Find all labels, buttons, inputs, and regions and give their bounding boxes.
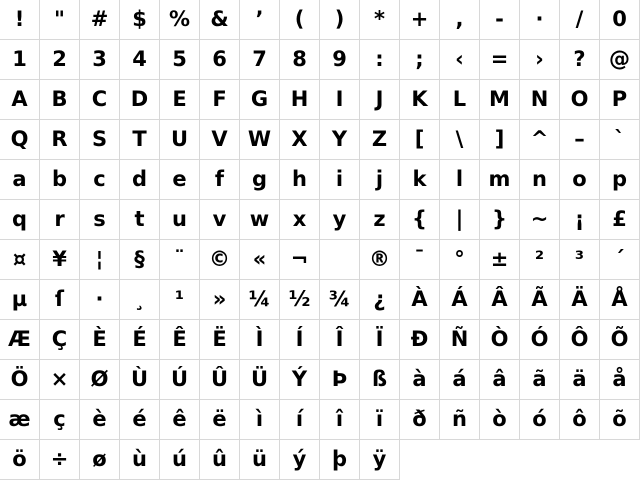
glyph-cell[interactable] bbox=[600, 440, 640, 480]
glyph-cell[interactable]: ‹ bbox=[440, 40, 480, 80]
glyph-cell[interactable]: z bbox=[360, 200, 400, 240]
glyph-cell[interactable]: 7 bbox=[240, 40, 280, 80]
glyph-cell[interactable]: u bbox=[160, 200, 200, 240]
glyph-cell[interactable]: Ù bbox=[120, 360, 160, 400]
glyph-cell[interactable]: Ñ bbox=[440, 320, 480, 360]
glyph-cell[interactable]: ô bbox=[560, 400, 600, 440]
glyph-cell[interactable]: ¦ bbox=[80, 240, 120, 280]
glyph-cell[interactable]: ð bbox=[400, 400, 440, 440]
glyph-cell[interactable]: ü bbox=[240, 440, 280, 480]
glyph-cell[interactable]: H bbox=[280, 80, 320, 120]
glyph-cell[interactable]: ë bbox=[200, 400, 240, 440]
glyph-cell[interactable]: t bbox=[120, 200, 160, 240]
glyph-cell[interactable]: Q bbox=[0, 120, 40, 160]
glyph-cell[interactable]: ’ bbox=[240, 0, 280, 40]
glyph-cell[interactable]: 2 bbox=[40, 40, 80, 80]
glyph-cell[interactable]: Ò bbox=[480, 320, 520, 360]
glyph-cell[interactable]: Ó bbox=[520, 320, 560, 360]
glyph-cell[interactable]: þ bbox=[320, 440, 360, 480]
glyph-cell[interactable]: í bbox=[280, 400, 320, 440]
glyph-cell[interactable]: Ö bbox=[0, 360, 40, 400]
glyph-cell[interactable]: ſ bbox=[40, 280, 80, 320]
glyph-cell[interactable]: , bbox=[440, 0, 480, 40]
glyph-cell[interactable]: P bbox=[600, 80, 640, 120]
glyph-cell[interactable]: I bbox=[320, 80, 360, 120]
glyph-cell[interactable]: ¯ bbox=[400, 240, 440, 280]
glyph-cell[interactable]: Ø bbox=[80, 360, 120, 400]
glyph-cell[interactable]: ä bbox=[560, 360, 600, 400]
glyph-cell[interactable]: × bbox=[40, 360, 80, 400]
glyph-cell[interactable]: ò bbox=[480, 400, 520, 440]
glyph-cell[interactable]: o bbox=[560, 160, 600, 200]
glyph-cell[interactable]: X bbox=[280, 120, 320, 160]
glyph-cell[interactable]: B bbox=[40, 80, 80, 120]
glyph-cell[interactable]: Û bbox=[200, 360, 240, 400]
glyph-cell[interactable]: 9 bbox=[320, 40, 360, 80]
glyph-cell[interactable]: Ä bbox=[560, 280, 600, 320]
glyph-cell[interactable]: ± bbox=[480, 240, 520, 280]
glyph-cell[interactable]: À bbox=[400, 280, 440, 320]
glyph-cell[interactable]: ¥ bbox=[40, 240, 80, 280]
glyph-cell[interactable]: æ bbox=[0, 400, 40, 440]
glyph-cell[interactable]: g bbox=[240, 160, 280, 200]
glyph-cell[interactable]: ¸ bbox=[120, 280, 160, 320]
glyph-cell[interactable]: ´ bbox=[600, 240, 640, 280]
glyph-cell[interactable]: £ bbox=[600, 200, 640, 240]
glyph-cell[interactable]: y bbox=[320, 200, 360, 240]
glyph-cell[interactable]: h bbox=[280, 160, 320, 200]
glyph-cell[interactable]: ¤ bbox=[0, 240, 40, 280]
glyph-cell[interactable]: ã bbox=[520, 360, 560, 400]
glyph-cell[interactable]: x bbox=[280, 200, 320, 240]
glyph-cell[interactable]: ù bbox=[120, 440, 160, 480]
glyph-cell[interactable]: | bbox=[440, 200, 480, 240]
glyph-cell[interactable]: Z bbox=[360, 120, 400, 160]
glyph-cell[interactable]: á bbox=[440, 360, 480, 400]
glyph-cell[interactable]: ½ bbox=[280, 280, 320, 320]
glyph-cell[interactable]: { bbox=[400, 200, 440, 240]
glyph-cell[interactable]: d bbox=[120, 160, 160, 200]
glyph-cell[interactable]: ö bbox=[0, 440, 40, 480]
glyph-cell[interactable]: # bbox=[80, 0, 120, 40]
glyph-cell[interactable]: É bbox=[120, 320, 160, 360]
glyph-cell[interactable]: ÿ bbox=[360, 440, 400, 480]
glyph-cell[interactable]: R bbox=[40, 120, 80, 160]
glyph-cell[interactable]: F bbox=[200, 80, 240, 120]
glyph-cell[interactable]: j bbox=[360, 160, 400, 200]
glyph-cell[interactable]: N bbox=[520, 80, 560, 120]
glyph-cell[interactable]: ° bbox=[440, 240, 480, 280]
glyph-cell[interactable]: w bbox=[240, 200, 280, 240]
glyph-cell[interactable]: m bbox=[480, 160, 520, 200]
glyph-cell[interactable]: ^ bbox=[520, 120, 560, 160]
glyph-cell[interactable]: µ bbox=[0, 280, 40, 320]
glyph-cell[interactable]: è bbox=[80, 400, 120, 440]
glyph-cell[interactable]: å bbox=[600, 360, 640, 400]
glyph-cell[interactable]: ¿ bbox=[360, 280, 400, 320]
glyph-cell[interactable]: ³ bbox=[560, 240, 600, 280]
glyph-cell[interactable]: Þ bbox=[320, 360, 360, 400]
glyph-cell[interactable]: Î bbox=[320, 320, 360, 360]
glyph-cell[interactable]: ] bbox=[480, 120, 520, 160]
glyph-cell[interactable]: ¼ bbox=[240, 280, 280, 320]
glyph-cell[interactable]: - bbox=[480, 0, 520, 40]
glyph-cell[interactable]: ÷ bbox=[40, 440, 80, 480]
glyph-cell[interactable]: K bbox=[400, 80, 440, 120]
glyph-cell[interactable]: + bbox=[400, 0, 440, 40]
glyph-cell[interactable]: J bbox=[360, 80, 400, 120]
glyph-cell[interactable]: ñ bbox=[440, 400, 480, 440]
glyph-cell[interactable]: c bbox=[80, 160, 120, 200]
glyph-cell[interactable]: C bbox=[80, 80, 120, 120]
glyph-cell[interactable]: q bbox=[0, 200, 40, 240]
glyph-cell[interactable]: k bbox=[400, 160, 440, 200]
glyph-cell[interactable]: " bbox=[40, 0, 80, 40]
glyph-cell[interactable] bbox=[560, 440, 600, 480]
glyph-cell[interactable]: · bbox=[520, 0, 560, 40]
glyph-cell[interactable]: p bbox=[600, 160, 640, 200]
glyph-cell[interactable]: Å bbox=[600, 280, 640, 320]
glyph-cell[interactable]: Ì bbox=[240, 320, 280, 360]
glyph-cell[interactable]: à bbox=[400, 360, 440, 400]
glyph-cell[interactable]: õ bbox=[600, 400, 640, 440]
glyph-cell[interactable]: ê bbox=[160, 400, 200, 440]
glyph-cell[interactable]: ` bbox=[600, 120, 640, 160]
glyph-cell[interactable]: Ë bbox=[200, 320, 240, 360]
glyph-cell[interactable]: ó bbox=[520, 400, 560, 440]
glyph-cell[interactable]: 6 bbox=[200, 40, 240, 80]
glyph-cell[interactable]: ß bbox=[360, 360, 400, 400]
glyph-cell[interactable]: G bbox=[240, 80, 280, 120]
glyph-cell[interactable]: ø bbox=[80, 440, 120, 480]
glyph-cell[interactable]: Æ bbox=[0, 320, 40, 360]
glyph-cell[interactable]: î bbox=[320, 400, 360, 440]
glyph-cell[interactable]: Ý bbox=[280, 360, 320, 400]
glyph-cell[interactable]: 4 bbox=[120, 40, 160, 80]
glyph-cell[interactable]: & bbox=[200, 0, 240, 40]
glyph-cell[interactable]: @ bbox=[600, 40, 640, 80]
glyph-cell[interactable]: È bbox=[80, 320, 120, 360]
glyph-cell[interactable]: r bbox=[40, 200, 80, 240]
glyph-cell[interactable]: Â bbox=[480, 280, 520, 320]
glyph-cell[interactable]: = bbox=[480, 40, 520, 80]
glyph-cell[interactable]: : bbox=[360, 40, 400, 80]
glyph-cell[interactable]: Õ bbox=[600, 320, 640, 360]
glyph-cell[interactable]: ) bbox=[320, 0, 360, 40]
glyph-cell[interactable]: 8 bbox=[280, 40, 320, 80]
glyph-cell[interactable]: ý bbox=[280, 440, 320, 480]
glyph-cell[interactable]: U bbox=[160, 120, 200, 160]
glyph-cell[interactable]: W bbox=[240, 120, 280, 160]
glyph-cell[interactable]: â bbox=[480, 360, 520, 400]
glyph-cell[interactable]: b bbox=[40, 160, 80, 200]
glyph-cell[interactable]: ï bbox=[360, 400, 400, 440]
glyph-cell[interactable]: A bbox=[0, 80, 40, 120]
glyph-cell[interactable]: v bbox=[200, 200, 240, 240]
glyph-cell[interactable]: n bbox=[520, 160, 560, 200]
glyph-cell[interactable]: ¹ bbox=[160, 280, 200, 320]
glyph-cell[interactable]: O bbox=[560, 80, 600, 120]
glyph-cell[interactable]: ² bbox=[520, 240, 560, 280]
glyph-cell[interactable]: Á bbox=[440, 280, 480, 320]
glyph-cell[interactable]: Ê bbox=[160, 320, 200, 360]
glyph-cell[interactable]: § bbox=[120, 240, 160, 280]
glyph-cell[interactable]: Ð bbox=[400, 320, 440, 360]
glyph-cell[interactable]: ? bbox=[560, 40, 600, 80]
glyph-cell[interactable]: ~ bbox=[520, 200, 560, 240]
glyph-cell[interactable]: 5 bbox=[160, 40, 200, 80]
glyph-cell[interactable]: Ç bbox=[40, 320, 80, 360]
glyph-cell[interactable]: M bbox=[480, 80, 520, 120]
glyph-cell[interactable]: e bbox=[160, 160, 200, 200]
glyph-cell[interactable]: T bbox=[120, 120, 160, 160]
glyph-cell[interactable] bbox=[400, 440, 440, 480]
glyph-cell[interactable]: ¬ bbox=[280, 240, 320, 280]
glyph-cell[interactable]: ® bbox=[360, 240, 400, 280]
glyph-cell[interactable] bbox=[480, 440, 520, 480]
glyph-cell[interactable]: } bbox=[480, 200, 520, 240]
glyph-cell[interactable]: $ bbox=[120, 0, 160, 40]
glyph-cell[interactable] bbox=[440, 440, 480, 480]
glyph-cell[interactable]: û bbox=[200, 440, 240, 480]
glyph-cell[interactable]: Í bbox=[280, 320, 320, 360]
glyph-cell[interactable] bbox=[320, 240, 360, 280]
glyph-cell[interactable]: [ bbox=[400, 120, 440, 160]
glyph-cell[interactable]: E bbox=[160, 80, 200, 120]
glyph-cell[interactable]: ¨ bbox=[160, 240, 200, 280]
glyph-cell[interactable]: f bbox=[200, 160, 240, 200]
glyph-cell[interactable]: % bbox=[160, 0, 200, 40]
glyph-cell[interactable]: s bbox=[80, 200, 120, 240]
glyph-cell[interactable]: ì bbox=[240, 400, 280, 440]
glyph-cell[interactable]: ¡ bbox=[560, 200, 600, 240]
glyph-cell[interactable]: S bbox=[80, 120, 120, 160]
glyph-cell[interactable]: 3 bbox=[80, 40, 120, 80]
glyph-cell[interactable]: Ü bbox=[240, 360, 280, 400]
glyph-cell[interactable]: ( bbox=[280, 0, 320, 40]
glyph-cell[interactable]: Ô bbox=[560, 320, 600, 360]
glyph-cell[interactable]: 0 bbox=[600, 0, 640, 40]
glyph-cell[interactable]: ! bbox=[0, 0, 40, 40]
glyph-cell[interactable]: é bbox=[120, 400, 160, 440]
glyph-cell[interactable]: » bbox=[200, 280, 240, 320]
glyph-cell[interactable]: a bbox=[0, 160, 40, 200]
glyph-cell[interactable]: Ï bbox=[360, 320, 400, 360]
glyph-cell[interactable]: – bbox=[560, 120, 600, 160]
glyph-cell[interactable]: / bbox=[560, 0, 600, 40]
glyph-cell[interactable]: Ã bbox=[520, 280, 560, 320]
glyph-cell[interactable]: L bbox=[440, 80, 480, 120]
glyph-cell[interactable] bbox=[520, 440, 560, 480]
glyph-cell[interactable]: ç bbox=[40, 400, 80, 440]
glyph-cell[interactable]: · bbox=[80, 280, 120, 320]
glyph-cell[interactable]: ¾ bbox=[320, 280, 360, 320]
glyph-cell[interactable]: © bbox=[200, 240, 240, 280]
glyph-cell[interactable]: ú bbox=[160, 440, 200, 480]
glyph-cell[interactable]: ; bbox=[400, 40, 440, 80]
glyph-cell[interactable]: Ú bbox=[160, 360, 200, 400]
glyph-cell[interactable]: Y bbox=[320, 120, 360, 160]
glyph-cell[interactable]: * bbox=[360, 0, 400, 40]
glyph-cell[interactable]: V bbox=[200, 120, 240, 160]
glyph-cell[interactable]: « bbox=[240, 240, 280, 280]
glyph-cell[interactable]: 1 bbox=[0, 40, 40, 80]
glyph-cell[interactable]: › bbox=[520, 40, 560, 80]
glyph-cell[interactable]: D bbox=[120, 80, 160, 120]
glyph-cell[interactable]: l bbox=[440, 160, 480, 200]
glyph-cell[interactable]: \ bbox=[440, 120, 480, 160]
glyph-cell[interactable]: i bbox=[320, 160, 360, 200]
